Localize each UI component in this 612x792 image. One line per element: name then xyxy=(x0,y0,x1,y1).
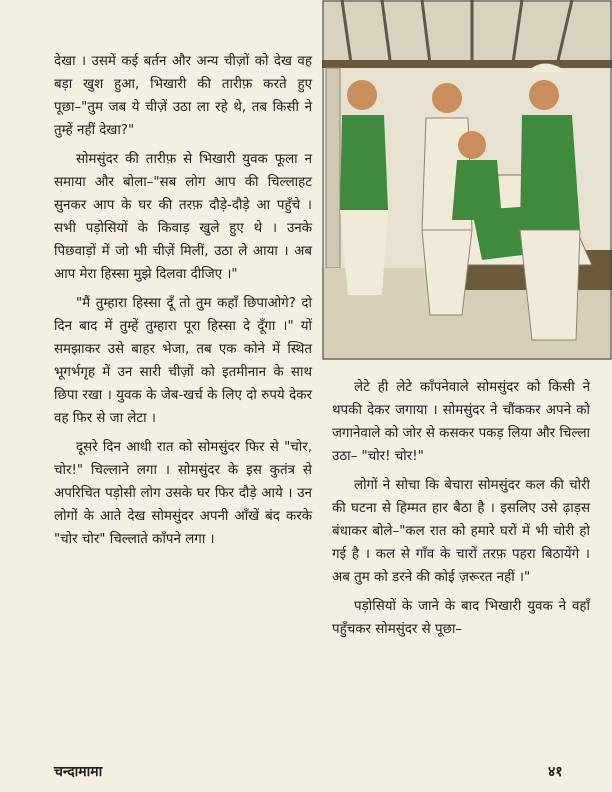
paragraph: पड़ोसियों के जाने के बाद भिखारी युवक ने वहाँ पहुँचकर सोमसुंदर से पूछा– xyxy=(332,599,590,637)
paragraph: दूसरे दिन आधी रात को सोमसुंदर फिर से "चोर, चोर!" चिल्लाने लगा । सोमसुंदर के इस कुतंत्र से अपरिचित पड़ोसी लोग उसके घर फिर दौड़े आये । उन लोगों के आते देख सोमसुंदर अपनी आँखें बंद करके "चोर चोर" चिल्लाते काँपने लगा । xyxy=(54,440,312,547)
paragraph: लेटे ही लेटे काँपनेवाले सोमसुंदर को किसी ने थपकी देकर जगाया । सोमसुंदर ने चौंककर अपने को जगानेवाले को जोर से कसकर पकड़ लिया और चिल्ला उठा– "चोर! चोर!" xyxy=(332,380,590,464)
left-text-column xyxy=(54,50,312,557)
story-illustration xyxy=(322,0,612,360)
paragraph: सोमसुंदर की तारीफ़ से भिखारी युवक फूला न समाया और बोला–"सब लोग आप की चिल्लाहट सुनकर आप के घर की तरफ़ दौड़े-दौड़े आ पहुँचे । सभी पड़ोसियों के किवाड़ खुले हुए थे । उनके पिछवाड़ों में जो भी चीज़ें मिलीं, उठा ले आया । अब आप मेरा हिस्सा मुझे दिलवा दीजिए ।" xyxy=(54,152,312,282)
paragraph: देखा । उसमें कई बर्तन और अन्य चीज़ों को देख वह बड़ा खुश हुआ, भिखारी की तारीफ़ करते हुए पूछा–"तुम जब ये चीज़ें उठा ला रहे थे, तब किसी ने तुम्हें नहीं देखा?" xyxy=(54,54,312,138)
paragraph: "मैं तुम्हारा हिस्सा दूँ तो तुम कहाँ छिपाओगे? दो दिन बाद में तुम्हें तुम्हारा पूरा हिस्सा दे दूँगा ।" यों समझाकर उसे बाहर भेजा, तब एक कोने में स्थित भूगर्भगृह में उन सारी चीज़ों को इतमीनान के साथ छिपा रखा । युवक के जेब-खर्च के लिए दो रुपये देकर वह फिर से जा लेटा । xyxy=(54,296,312,426)
paragraph: लोगों ने सोचा कि बेचारा सोमसुंदर कल की चोरी की घटना से हिम्मत हार बैठा है । इसलिए उसे ढ़ाड़स बंधाकर बोले–"कल रात को हमारे घरों में भी चोरी हो गई है । कल से गाँव के चारों तरफ़ पहरा बिठायेंगे । अब तुम को डरने की कोई ज़रूरत नहीं ।" xyxy=(332,478,590,585)
magazine-title: चन्दामामा xyxy=(54,764,103,780)
illustration-art xyxy=(322,0,612,360)
page-number: ४१ xyxy=(548,764,563,780)
right-text-column xyxy=(332,376,590,647)
